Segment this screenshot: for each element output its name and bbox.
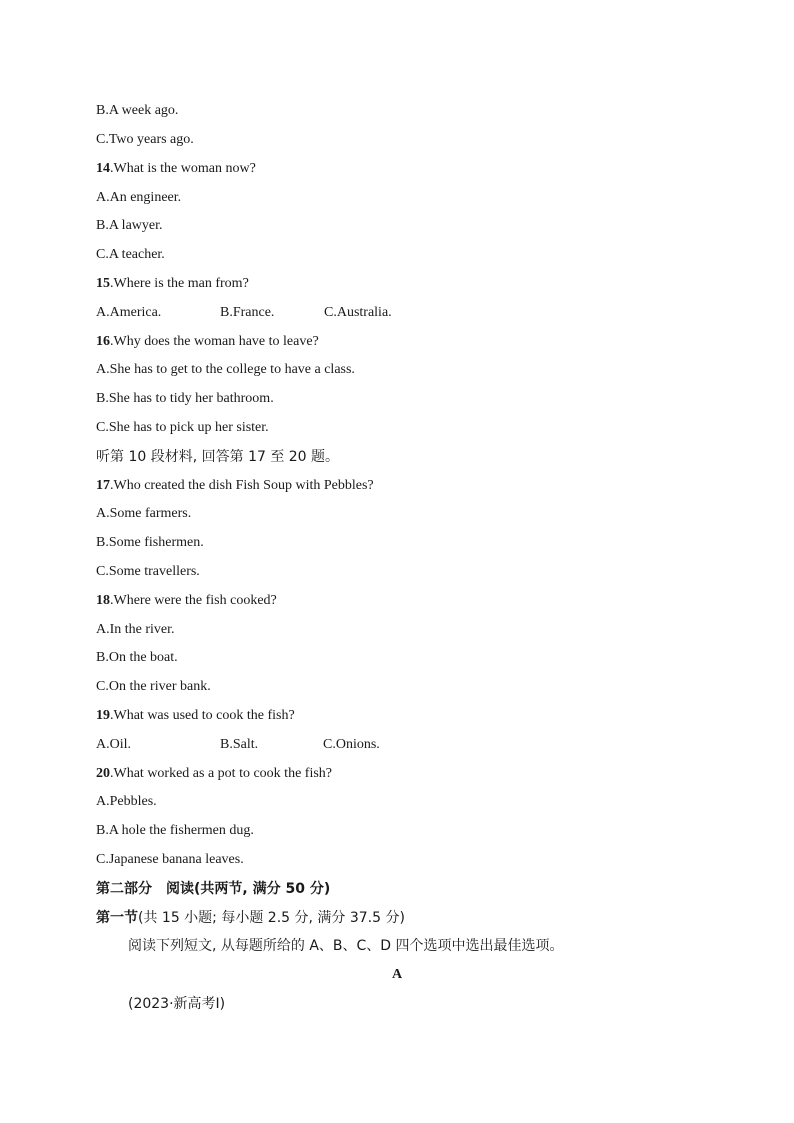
option-line: A.An engineer.	[96, 190, 182, 205]
question-number: 19	[96, 708, 110, 723]
question-18	[96, 592, 277, 610]
question-number: 14	[96, 161, 110, 176]
section-label: 第一节	[96, 910, 138, 926]
listening-instruction: 听第 10 段材料, 回答第 17 至 20 题。	[96, 449, 340, 465]
option-line: B.On the boat.	[96, 650, 178, 665]
question-16	[96, 333, 319, 351]
question-text: .What was used to cook the fish?	[110, 708, 295, 723]
option-line: C.Japanese banana leaves.	[96, 852, 244, 867]
question-text: .Who created the dish Fish Soup with Pebbles?	[110, 478, 374, 493]
option-b: B.Salt.	[220, 737, 259, 752]
option-a: A.Oil.	[96, 737, 131, 752]
reading-instruction: 阅读下列短文, 从每题所给的 A、B、C、D 四个选项中选出最佳选项。	[128, 938, 564, 954]
section-detail: (共 15 小题; 每小题 2.5 分, 满分 37.5 分)	[138, 910, 405, 926]
passage-source: (2023·新高考Ⅰ)	[128, 996, 226, 1012]
option-line: B.A hole the fishermen dug.	[96, 823, 254, 838]
option-line: A.Pebbles.	[96, 794, 157, 809]
option-b: B.France.	[220, 305, 275, 320]
option-line: A.In the river.	[96, 622, 175, 637]
question-text: .What is the woman now?	[110, 161, 256, 176]
option-line: A.She has to get to the college to have a class.	[96, 362, 355, 377]
question-text: .What worked as a pot to cook the fish?	[110, 766, 332, 781]
question-19	[96, 707, 295, 725]
option-c: C.Australia.	[324, 305, 392, 320]
option-line: C.On the river bank.	[96, 679, 211, 694]
option-a: A.America.	[96, 305, 162, 320]
question-15	[96, 275, 249, 293]
part-heading: 第二部分 阅读(共两节, 满分 50 分)	[96, 881, 331, 897]
question-number: 17	[96, 478, 110, 493]
question-number: 18	[96, 593, 110, 608]
option-line: B.Some fishermen.	[96, 535, 204, 550]
option-line: B.A week ago.	[96, 103, 179, 118]
option-line: A.Some farmers.	[96, 506, 192, 521]
question-text: .Why does the woman have to leave?	[110, 334, 319, 349]
question-text: .Where were the fish cooked?	[110, 593, 277, 608]
option-row	[96, 736, 380, 754]
option-row	[96, 304, 392, 322]
question-14	[96, 160, 256, 178]
passage-label: A	[391, 967, 403, 982]
option-line: C.A teacher.	[96, 247, 165, 262]
section-heading	[96, 909, 405, 927]
question-17	[96, 477, 374, 495]
question-number: 15	[96, 276, 110, 291]
question-text: .Where is the man from?	[110, 276, 249, 291]
question-20	[96, 765, 332, 783]
question-number: 20	[96, 766, 110, 781]
option-c: C.Onions.	[323, 737, 380, 752]
option-line: C.She has to pick up her sister.	[96, 420, 269, 435]
option-line: C.Two years ago.	[96, 132, 194, 147]
option-line: C.Some travellers.	[96, 564, 200, 579]
question-number: 16	[96, 334, 110, 349]
option-line: B.She has to tidy her bathroom.	[96, 391, 274, 406]
option-line: B.A lawyer.	[96, 218, 163, 233]
